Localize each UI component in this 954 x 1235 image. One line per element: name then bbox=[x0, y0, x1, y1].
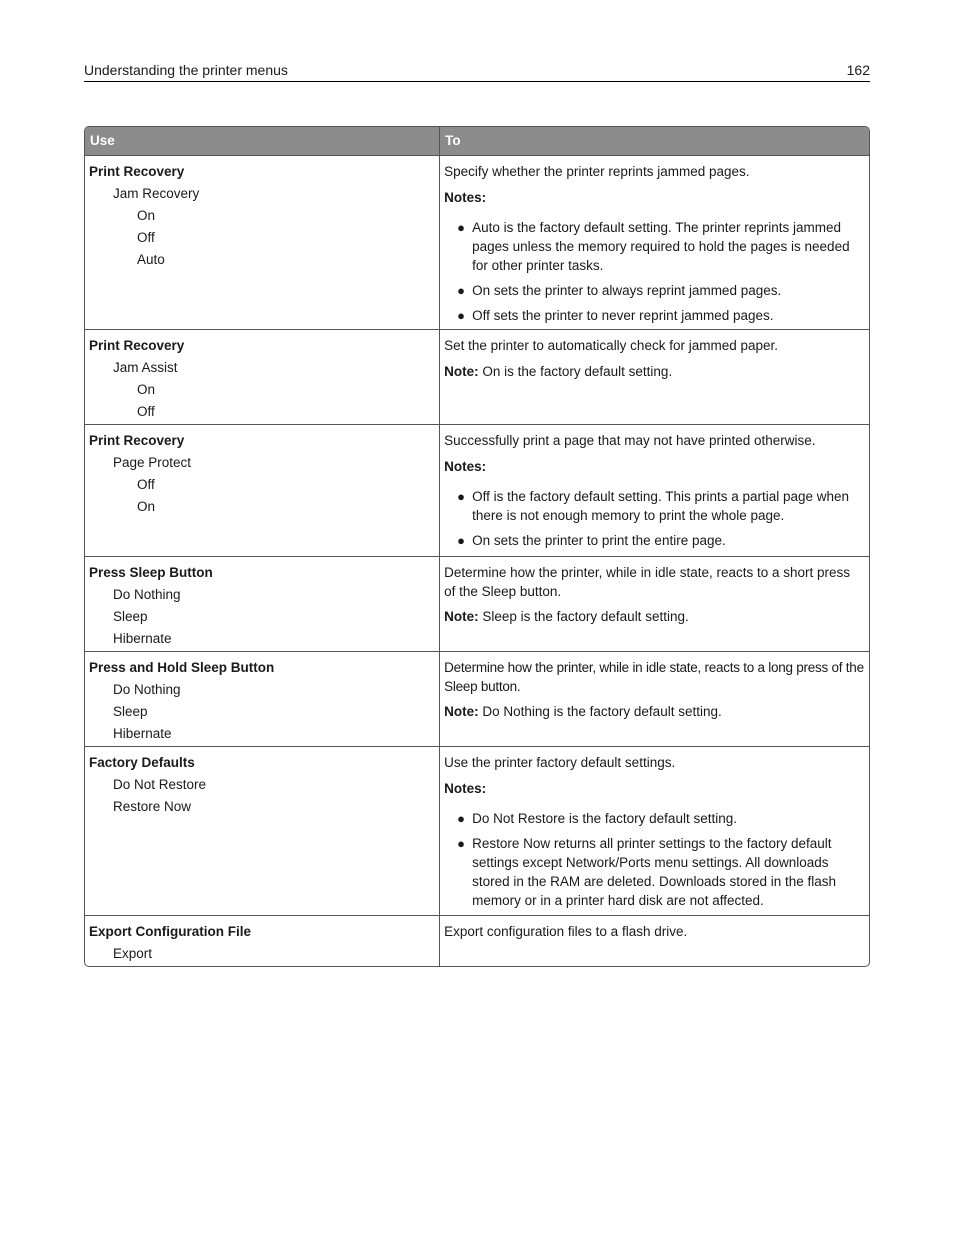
bullet-icon: ● bbox=[457, 308, 465, 323]
notes-label: Notes: bbox=[444, 781, 487, 796]
use-cell bbox=[85, 652, 440, 746]
note-item: ● On sets the printer to always reprint jammed pages. bbox=[457, 283, 782, 298]
table-header bbox=[85, 127, 869, 156]
notes-list bbox=[444, 487, 865, 550]
menu-title: Print Recovery bbox=[89, 164, 185, 179]
option-label: Off bbox=[137, 404, 155, 419]
note-item: ● Off is the factory default setting. This prints a partial page when there is not enough memory to print the whole page. bbox=[457, 489, 850, 523]
description: Determine how the printer, while in idle state, reacts to a short press of the Sleep button. bbox=[444, 565, 851, 599]
submenu-label: Page Protect bbox=[113, 455, 192, 470]
table-row bbox=[85, 652, 869, 747]
description: Specify whether the printer reprints jammed pages. bbox=[444, 164, 750, 179]
use-cell bbox=[85, 156, 440, 329]
note-item: ● Restore Now returns all printer settings to the factory default settings except Network/Ports menu settings. All downloads stored in the RAM are deleted. Downloads stored in the flash memory or in a printer hard disk are not affected. bbox=[457, 836, 837, 908]
table-row bbox=[85, 156, 869, 330]
note-item: ● Auto is the factory default setting. The printer reprints jammed pages unless the memory required to hold the pages is needed for other printer tasks. bbox=[457, 220, 850, 273]
to-cell bbox=[440, 156, 869, 329]
page-header bbox=[84, 60, 870, 82]
header-use: Use bbox=[85, 127, 440, 155]
use-cell bbox=[85, 747, 440, 915]
option-label: Off bbox=[137, 477, 155, 492]
option-label: Hibernate bbox=[113, 726, 172, 741]
submenu-label: Jam Recovery bbox=[113, 186, 200, 201]
to-cell bbox=[440, 557, 869, 651]
to-cell bbox=[440, 747, 869, 915]
menu-title: Print Recovery bbox=[89, 338, 185, 353]
option-label: On bbox=[137, 208, 156, 223]
bullet-icon: ● bbox=[457, 533, 465, 548]
description: Determine how the printer, while in idle state, reacts to a long press of the Sleep button. bbox=[444, 660, 864, 694]
description: Use the printer factory default settings. bbox=[444, 755, 676, 770]
use-cell bbox=[85, 916, 440, 966]
use-cell bbox=[85, 425, 440, 556]
option-label: On bbox=[137, 382, 156, 397]
menu-table bbox=[84, 126, 870, 967]
option-label: Sleep bbox=[113, 609, 148, 624]
bullet-icon: ● bbox=[457, 489, 465, 504]
to-cell bbox=[440, 330, 869, 424]
table-row bbox=[85, 557, 869, 652]
menu-title: Print Recovery bbox=[89, 433, 185, 448]
option-label: Export bbox=[113, 946, 153, 961]
option-label: Auto bbox=[137, 252, 165, 267]
note: Note: On is the factory default setting. bbox=[444, 364, 673, 379]
notes-list bbox=[444, 218, 865, 325]
option-label: On bbox=[137, 499, 156, 514]
option-label: Hibernate bbox=[113, 631, 172, 646]
bullet-icon: ● bbox=[457, 811, 465, 826]
header-to: To bbox=[445, 133, 461, 148]
bullet-icon: ● bbox=[457, 836, 465, 851]
option-label: Sleep bbox=[113, 704, 148, 719]
to-cell bbox=[440, 916, 869, 966]
note-item: ● Do Not Restore is the factory default setting. bbox=[457, 811, 737, 826]
notes-list bbox=[444, 809, 865, 910]
option-label: Do Nothing bbox=[113, 587, 181, 602]
note-item: ● On sets the printer to print the entire page. bbox=[457, 533, 726, 548]
bullet-icon: ● bbox=[457, 220, 465, 235]
note: Note: Do Nothing is the factory default setting. bbox=[444, 704, 722, 719]
page-header-title: Understanding the printer menus bbox=[84, 62, 288, 78]
description: Successfully print a page that may not have printed otherwise. bbox=[444, 433, 816, 448]
table-row bbox=[85, 747, 869, 916]
option-label: Do Not Restore bbox=[113, 777, 207, 792]
page-number: 162 bbox=[846, 62, 870, 78]
menu-title: Export Configuration File bbox=[89, 924, 251, 939]
notes-label: Notes: bbox=[444, 459, 487, 474]
description: Export configuration files to a flash drive. bbox=[444, 924, 688, 939]
notes-label: Notes: bbox=[444, 190, 487, 205]
menu-title: Factory Defaults bbox=[89, 755, 195, 770]
use-cell bbox=[85, 330, 440, 424]
note-item: ● Off sets the printer to never reprint jammed pages. bbox=[457, 308, 774, 323]
description: Set the printer to automatically check for jammed paper. bbox=[444, 338, 779, 353]
submenu-label: Jam Assist bbox=[113, 360, 178, 375]
bullet-icon: ● bbox=[457, 283, 465, 298]
to-cell bbox=[440, 652, 869, 746]
option-label: Off bbox=[137, 230, 155, 245]
option-label: Restore Now bbox=[113, 799, 192, 814]
menu-title: Press Sleep Button bbox=[89, 565, 213, 580]
note: Note: Sleep is the factory default setting. bbox=[444, 609, 689, 624]
table-row bbox=[85, 330, 869, 425]
to-cell bbox=[440, 425, 869, 556]
table-row bbox=[85, 425, 869, 557]
option-label: Do Nothing bbox=[113, 682, 181, 697]
use-cell bbox=[85, 557, 440, 651]
menu-title: Press and Hold Sleep Button bbox=[89, 660, 275, 675]
table-row bbox=[85, 916, 869, 966]
